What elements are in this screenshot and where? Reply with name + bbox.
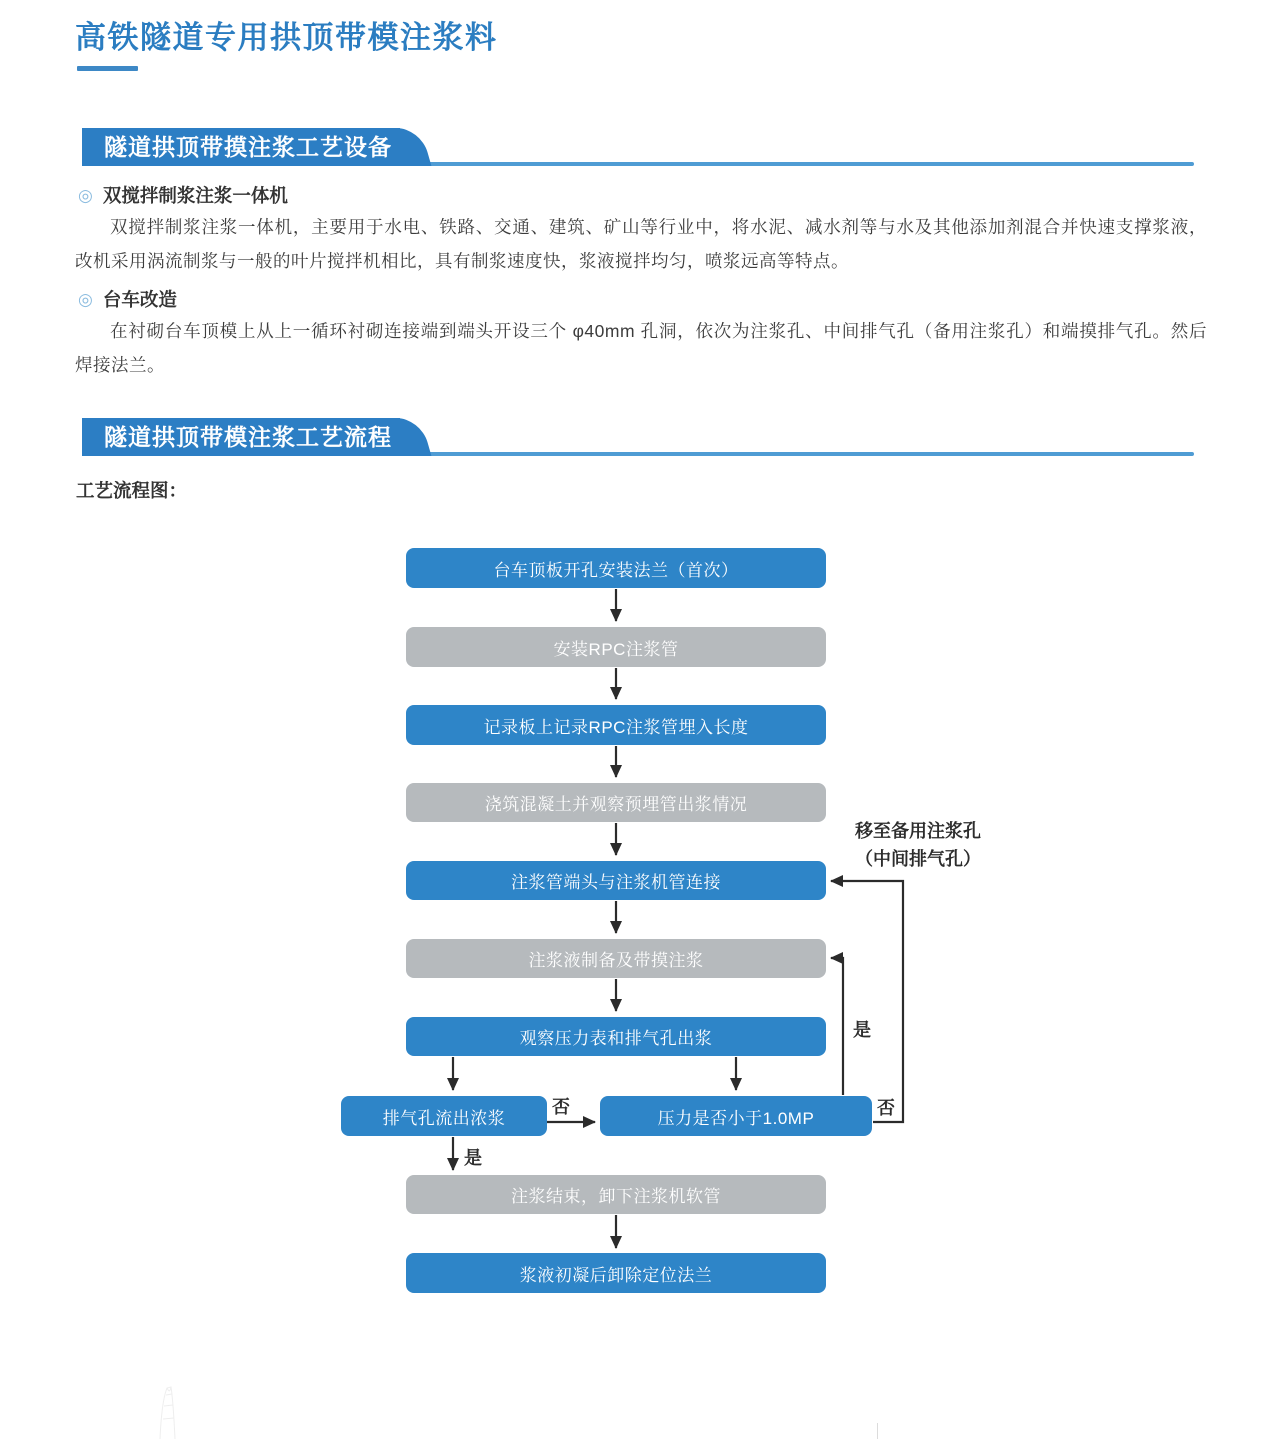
branch-label-yes: 是 (464, 1148, 482, 1168)
paragraph-mixer-description: 双搅拌制浆注浆一体机，主要用于水电、铁路、交通、建筑、矿山等行业中，将水泥、减水剂等与水及其他添加剂混合并快速支撑浆液，改机采用涡流制浆与一般的叶片搅拌机相比，具有制浆速度快，浆液搅拌均匀，喷浆远高等特点。 (75, 217, 1207, 271)
section-header-equipment: 隧道拱顶带摸注浆工艺设备 (82, 128, 400, 166)
flow-step-pour-concrete-observe: 浇筑混凝土并观察预埋管出浆情况 (406, 783, 826, 822)
flow-step-remove-positioning-flange: 浆液初凝后卸除定位法兰 (406, 1253, 826, 1293)
bullet-heading-mixer (78, 182, 288, 208)
flow-step-install-rpc-pipe: 安装RPC注浆管 (406, 627, 826, 667)
page-title: 高铁隧道专用拱顶带模注浆料 (75, 20, 498, 55)
loop-label-no: 否 (877, 1098, 895, 1118)
flow-step-prepare-grout: 注浆液制备及带摸注浆 (406, 939, 826, 978)
loop-label-yes: 是 (853, 1020, 871, 1040)
flow-step-connect-grouting-machine: 注浆管端头与注浆机管连接 (406, 861, 826, 900)
paragraph-trolley-description: 在衬砌台车顶模上从上一循环衬砌连接端到端头开设三个 φ40mm 孔洞，依次为注浆孔、中间排气孔（备用注浆孔）和端摸排气孔。然后焊接法兰。 (75, 321, 1207, 375)
flow-decision-pressure-below-1mp: 压力是否小于1.0MP (600, 1096, 872, 1136)
double-circle-bullet-icon: ◎ (78, 289, 93, 309)
bullet-heading-label: 台车改造 (102, 289, 177, 310)
flow-step-end-grouting-remove-hose: 注浆结束，卸下注浆机软管 (406, 1175, 826, 1214)
double-circle-bullet-icon: ◎ (78, 185, 93, 205)
annotation-backup-grouting-hole: 移至备用注浆孔 (855, 821, 981, 841)
faint-divider-line (877, 1423, 878, 1439)
flow-loop-no (831, 881, 903, 1122)
flowchart-caption: 工艺流程图： (76, 480, 188, 501)
section-header-process: 隧道拱顶带模注浆工艺流程 (82, 418, 400, 456)
watermark-tower-sketch (146, 1386, 192, 1439)
annotation-middle-vent-hole: （中间排气孔） (855, 849, 981, 869)
bullet-heading-label: 双搅拌制浆注浆一体机 (102, 185, 288, 206)
title-underline (77, 66, 138, 71)
bullet-heading-trolley (78, 286, 177, 312)
flow-loop-yes (831, 958, 843, 1095)
flow-step-observe-pressure-gauge: 观察压力表和排气孔出浆 (406, 1017, 826, 1056)
flow-step-record-pipe-length: 记录板上记录RPC注浆管埋入长度 (406, 705, 826, 745)
branch-label-no: 否 (552, 1097, 570, 1117)
flow-step-drill-install-flange: 台车顶板开孔安装法兰（首次） (406, 548, 826, 588)
flow-decision-vent-thick-slurry: 排气孔流出浓浆 (341, 1096, 547, 1136)
